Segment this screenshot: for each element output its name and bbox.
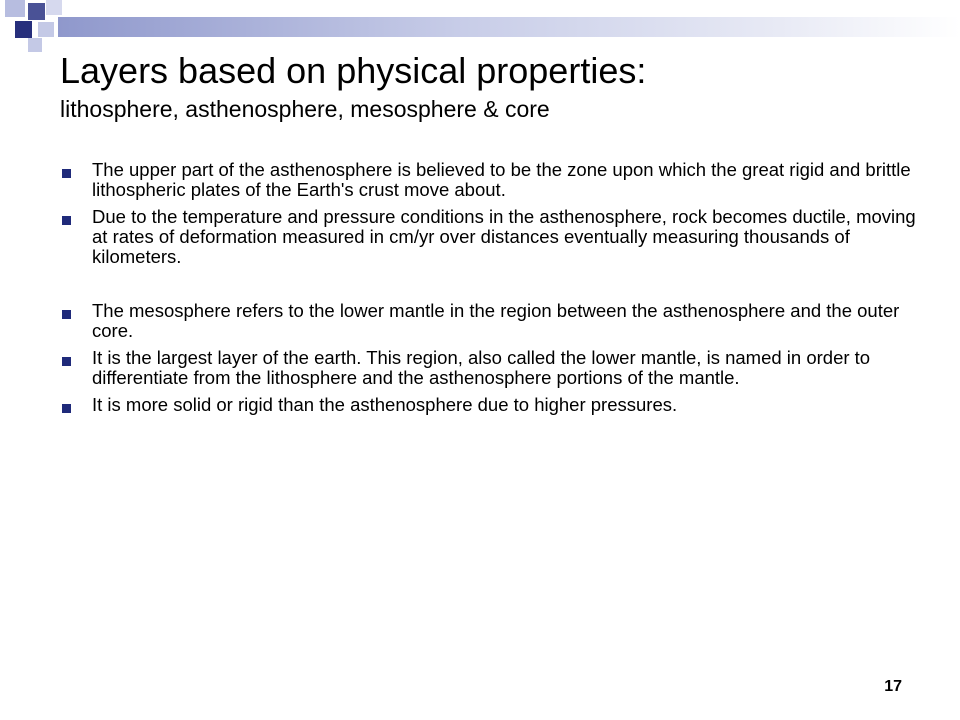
bullet-item [62, 395, 922, 415]
decorative-square [46, 0, 62, 15]
square-bullet-icon [62, 169, 71, 178]
decorative-square [38, 22, 54, 37]
decorative-square [15, 21, 32, 38]
bullet-text: The upper part of the asthenosphere is believed to be the zone upon which the great rigid and brittle lithospheric plates of the Earth's crust move about. [92, 159, 911, 200]
page-number: 17 [884, 678, 902, 695]
header-gradient-bar [58, 17, 960, 37]
slide-title [60, 48, 940, 124]
square-bullet-icon [62, 357, 71, 366]
bullet-item [62, 160, 922, 200]
slide-title-main: Layers based on physical properties: [60, 50, 647, 91]
bullet-text: The mesosphere refers to the lower mantle in the region between the asthenosphere and the outer core. [92, 300, 900, 341]
decorative-square [5, 0, 25, 17]
bullet-text: It is more solid or rigid than the asthenosphere due to higher pressures. [92, 394, 678, 415]
square-bullet-icon [62, 310, 71, 319]
square-bullet-icon [62, 404, 71, 413]
decorative-square [28, 38, 42, 52]
slide-title-subtitle: lithosphere, asthenosphere, mesosphere & core [60, 96, 550, 122]
bullet-item [62, 301, 922, 341]
bullet-text: It is the largest layer of the earth. This region, also called the lower mantle, is named in order to differentiate from the lithosphere and the asthenosphere portions of the mantle. [92, 347, 871, 388]
bullet-item [62, 207, 922, 267]
decorative-square [28, 3, 45, 20]
bullet-item [62, 348, 922, 388]
bullet-list [62, 160, 922, 422]
square-bullet-icon [62, 216, 71, 225]
bullet-text: Due to the temperature and pressure conditions in the asthenosphere, rock becomes ductile, moving at rates of deformation measured in cm/yr over distances eventually measuring thousands of kilometers. [92, 206, 916, 267]
